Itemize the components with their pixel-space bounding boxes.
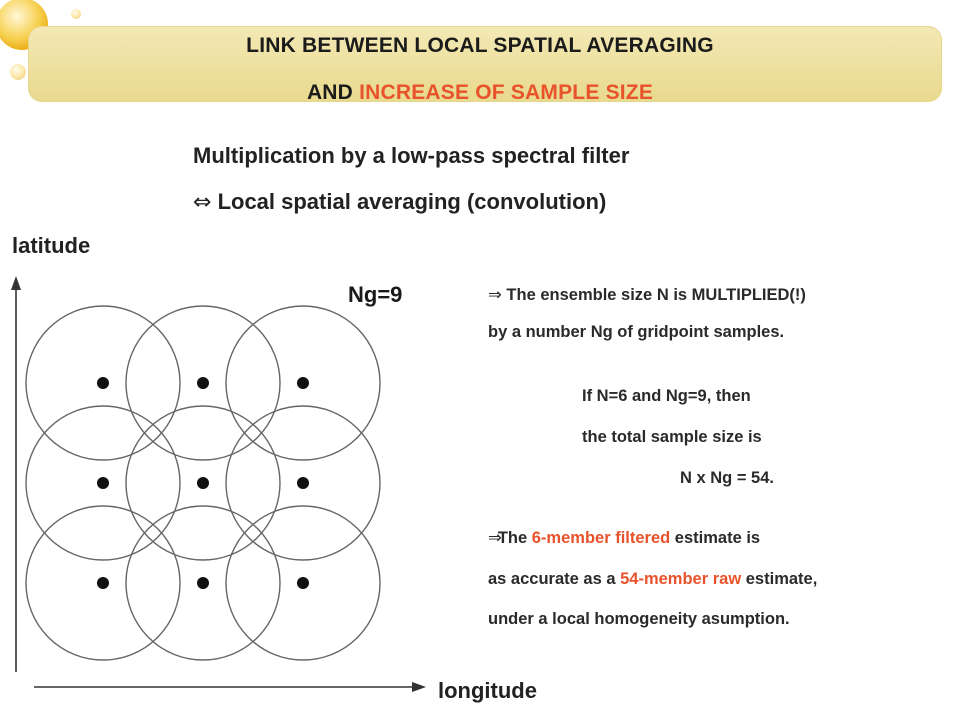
- gridpoint-dot: [297, 477, 309, 489]
- intro-line-2: [193, 189, 606, 215]
- note-3-line-1: [488, 528, 760, 548]
- gridpoint-diagram: [0, 260, 460, 700]
- intro-line-2-text: Local spatial averaging (convolution): [217, 189, 607, 214]
- note-3-rest: estimate is: [670, 529, 761, 547]
- slide-title-line2: [0, 81, 960, 105]
- intro-line-1: Multiplication by a low-pass spectral filter: [193, 143, 630, 168]
- implies-icon-2: ⇒: [488, 528, 502, 547]
- slide-title-line1: LINK BETWEEN LOCAL SPATIAL AVERAGING: [246, 34, 714, 57]
- gridpoint-dot: [197, 377, 209, 389]
- note-2-line-1: If N=6 and Ng=9, then: [582, 387, 751, 405]
- note-1-line-2: by a number Ng of gridpoint samples.: [488, 323, 785, 341]
- title-highlight: INCREASE OF SAMPLE SIZE: [359, 81, 654, 104]
- note-3-line-2: [488, 570, 817, 589]
- note-3-highlight-6: 6-member filtered: [531, 529, 671, 547]
- note-3-the: The: [497, 529, 532, 547]
- ng-label: Ng=9: [348, 282, 403, 307]
- gridpoint-dot: [297, 377, 309, 389]
- y-axis-arrow-icon: [11, 276, 21, 290]
- note-1-line-1: [488, 285, 806, 305]
- gridpoint-dot: [97, 377, 109, 389]
- note-3-l2-pre: as accurate as a: [488, 570, 621, 588]
- equivalence-icon: ⇔: [193, 190, 212, 215]
- y-axis-label: latitude: [12, 233, 91, 258]
- gridpoint-dot: [97, 577, 109, 589]
- gridpoint-dot: [97, 477, 109, 489]
- x-axis-arrow-icon: [412, 682, 426, 692]
- note-3-l2-post: estimate,: [741, 570, 818, 588]
- note-2-line-2: the total sample size is: [582, 428, 762, 446]
- gridpoint-dot: [197, 577, 209, 589]
- note-2-line-3: N x Ng = 54.: [680, 469, 774, 487]
- title-prefix: AND: [306, 81, 360, 104]
- gridpoints: [97, 377, 309, 589]
- implies-icon: ⇒: [488, 285, 502, 304]
- gridpoint-dot: [197, 477, 209, 489]
- note-1-line-1-text: The ensemble size N is MULTIPLIED(!): [506, 286, 806, 304]
- note-3-highlight-54: 54-member raw: [620, 570, 742, 588]
- x-axis-label: longitude: [438, 678, 537, 703]
- gridpoint-dot: [297, 577, 309, 589]
- note-3-line-3: under a local homogeneity asumption.: [488, 610, 790, 628]
